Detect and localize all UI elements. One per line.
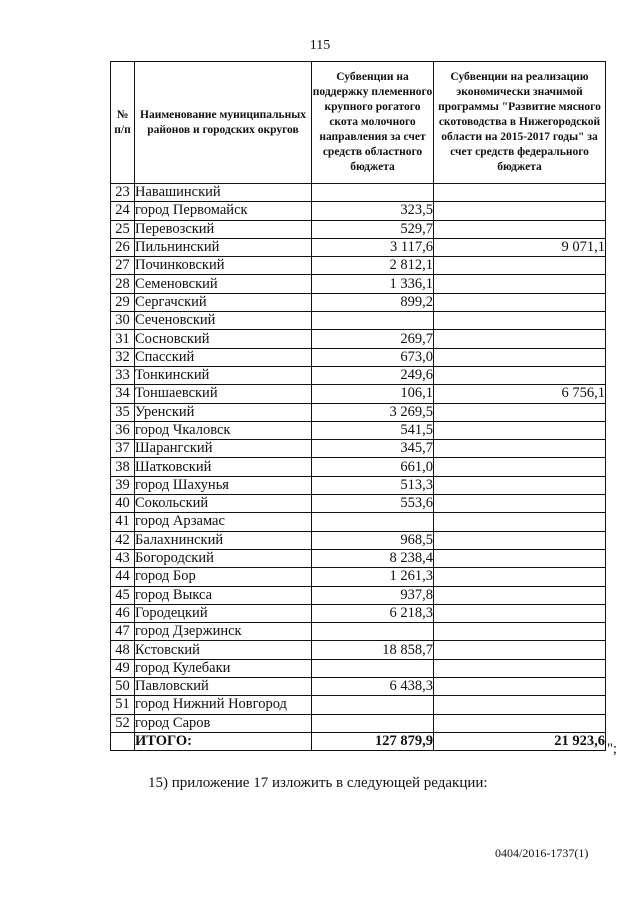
district-name: город Первомайск xyxy=(135,202,312,220)
row-number: 38 xyxy=(111,458,135,476)
district-name: Тоншаевский xyxy=(135,385,312,403)
district-name: Сеченовский xyxy=(135,312,312,330)
total-federal: 21 923,6 xyxy=(434,732,606,750)
table-row xyxy=(111,678,606,696)
table-row xyxy=(111,440,606,458)
district-name: город Арзамас xyxy=(135,513,312,531)
row-number: 39 xyxy=(111,476,135,494)
regional-value: 1 336,1 xyxy=(312,275,434,293)
closing-quote: "; xyxy=(607,741,617,757)
federal-value xyxy=(434,275,606,293)
district-name: Сергачский xyxy=(135,293,312,311)
table-row xyxy=(111,458,606,476)
regional-value xyxy=(312,184,434,202)
district-name: город Саров xyxy=(135,714,312,732)
regional-value: 269,7 xyxy=(312,330,434,348)
regional-value: 18 858,7 xyxy=(312,641,434,659)
row-number: 26 xyxy=(111,238,135,256)
federal-value xyxy=(434,312,606,330)
regional-value: 541,5 xyxy=(312,421,434,439)
regional-value: 661,0 xyxy=(312,458,434,476)
regional-value: 673,0 xyxy=(312,348,434,366)
federal-value xyxy=(434,458,606,476)
table-row xyxy=(111,184,606,202)
table-row xyxy=(111,366,606,384)
table-row xyxy=(111,659,606,677)
district-name: Перевозский xyxy=(135,220,312,238)
row-number: 42 xyxy=(111,531,135,549)
row-number: 47 xyxy=(111,623,135,641)
regional-value xyxy=(312,659,434,677)
federal-value xyxy=(434,257,606,275)
table-row xyxy=(111,476,606,494)
document-code: 0404/2016-1737(1) xyxy=(495,846,589,860)
district-name: Богородский xyxy=(135,549,312,567)
federal-value xyxy=(434,184,606,202)
regional-value: 2 812,1 xyxy=(312,257,434,275)
header-federal-budget: Субвенции на реализацию экономически значимой программы "Развитие мясного скотоводства в Нижегородской области на 2015-2017 годы" за счет средств федерального бюджета xyxy=(434,62,606,184)
district-name: город Нижний Новгород xyxy=(135,696,312,714)
regional-value xyxy=(312,623,434,641)
table-header-row xyxy=(111,62,606,184)
federal-value xyxy=(434,623,606,641)
row-number: 37 xyxy=(111,440,135,458)
regional-value: 106,1 xyxy=(312,385,434,403)
federal-value: 6 756,1 xyxy=(434,385,606,403)
district-name: город Шахунья xyxy=(135,476,312,494)
table-row xyxy=(111,604,606,622)
table-row xyxy=(111,293,606,311)
row-number: 31 xyxy=(111,330,135,348)
regional-value: 6 218,3 xyxy=(312,604,434,622)
total-label: ИТОГО: xyxy=(135,732,312,750)
table-row xyxy=(111,531,606,549)
row-number: 35 xyxy=(111,403,135,421)
table-row xyxy=(111,623,606,641)
row-number: 25 xyxy=(111,220,135,238)
regional-value: 3 269,5 xyxy=(312,403,434,421)
subsidies-table xyxy=(110,61,606,751)
district-name: Уренский xyxy=(135,403,312,421)
federal-value: 9 071,1 xyxy=(434,238,606,256)
table-row xyxy=(111,385,606,403)
district-name: Шатковский xyxy=(135,458,312,476)
row-number: 43 xyxy=(111,549,135,567)
federal-value xyxy=(434,586,606,604)
row-number: 34 xyxy=(111,385,135,403)
row-number: 23 xyxy=(111,184,135,202)
row-number: 50 xyxy=(111,678,135,696)
table-row xyxy=(111,714,606,732)
district-name: город Бор xyxy=(135,568,312,586)
federal-value xyxy=(434,366,606,384)
row-number: 32 xyxy=(111,348,135,366)
district-name: город Выкса xyxy=(135,586,312,604)
table-row xyxy=(111,696,606,714)
district-name: Спасский xyxy=(135,348,312,366)
regional-value: 249,6 xyxy=(312,366,434,384)
table-row xyxy=(111,202,606,220)
regional-value: 323,5 xyxy=(312,202,434,220)
table-row xyxy=(111,275,606,293)
regional-value: 937,8 xyxy=(312,586,434,604)
district-name: Шарангский xyxy=(135,440,312,458)
regional-value: 1 261,3 xyxy=(312,568,434,586)
federal-value xyxy=(434,568,606,586)
federal-value xyxy=(434,659,606,677)
row-number: 36 xyxy=(111,421,135,439)
federal-value xyxy=(434,476,606,494)
federal-value xyxy=(434,421,606,439)
table-row xyxy=(111,257,606,275)
district-name: Сосновский xyxy=(135,330,312,348)
table-row xyxy=(111,220,606,238)
row-number: 52 xyxy=(111,714,135,732)
federal-value xyxy=(434,513,606,531)
table-row xyxy=(111,238,606,256)
header-number: № п/п xyxy=(111,62,135,184)
district-name: Балахнинский xyxy=(135,531,312,549)
regional-value: 968,5 xyxy=(312,531,434,549)
regional-value: 513,3 xyxy=(312,476,434,494)
row-number: 46 xyxy=(111,604,135,622)
district-name: Навашинский xyxy=(135,184,312,202)
row-number: 33 xyxy=(111,366,135,384)
row-number: 29 xyxy=(111,293,135,311)
district-name: город Дзержинск xyxy=(135,623,312,641)
district-name: Павловский xyxy=(135,678,312,696)
federal-value xyxy=(434,495,606,513)
district-name: Сокольский xyxy=(135,495,312,513)
federal-value xyxy=(434,531,606,549)
row-number: 41 xyxy=(111,513,135,531)
federal-value xyxy=(434,678,606,696)
federal-value xyxy=(434,696,606,714)
federal-value xyxy=(434,440,606,458)
regional-value: 553,6 xyxy=(312,495,434,513)
table-row xyxy=(111,403,606,421)
regional-value xyxy=(312,513,434,531)
table-row xyxy=(111,330,606,348)
table-row xyxy=(111,513,606,531)
regional-value: 3 117,6 xyxy=(312,238,434,256)
row-number: 44 xyxy=(111,568,135,586)
row-number: 48 xyxy=(111,641,135,659)
regional-value: 899,2 xyxy=(312,293,434,311)
regional-value xyxy=(312,696,434,714)
total-row xyxy=(111,732,606,750)
table-row xyxy=(111,495,606,513)
district-name: Пильнинский xyxy=(135,238,312,256)
federal-value xyxy=(434,220,606,238)
header-name: Наименование муниципальных районов и городских округов xyxy=(135,62,312,184)
table-body xyxy=(111,184,606,751)
row-number: 28 xyxy=(111,275,135,293)
table-row xyxy=(111,421,606,439)
district-name: Городецкий xyxy=(135,604,312,622)
federal-value xyxy=(434,641,606,659)
table-row xyxy=(111,549,606,567)
row-number: 40 xyxy=(111,495,135,513)
table-row xyxy=(111,348,606,366)
federal-value xyxy=(434,403,606,421)
regional-value: 6 438,3 xyxy=(312,678,434,696)
total-number-cell xyxy=(111,732,135,750)
regional-value xyxy=(312,312,434,330)
district-name: Кстовский xyxy=(135,641,312,659)
federal-value xyxy=(434,293,606,311)
regional-value: 8 238,4 xyxy=(312,549,434,567)
table-row xyxy=(111,568,606,586)
row-number: 30 xyxy=(111,312,135,330)
instruction-text: 15) приложение 17 изложить в следующей редакции: xyxy=(148,775,488,791)
federal-value xyxy=(434,348,606,366)
district-name: Тонкинский xyxy=(135,366,312,384)
regional-value: 529,7 xyxy=(312,220,434,238)
federal-value xyxy=(434,330,606,348)
federal-value xyxy=(434,604,606,622)
total-regional: 127 879,9 xyxy=(312,732,434,750)
table-row xyxy=(111,641,606,659)
page-number: 115 xyxy=(309,38,331,53)
district-name: город Кулебаки xyxy=(135,659,312,677)
regional-value xyxy=(312,714,434,732)
row-number: 27 xyxy=(111,257,135,275)
federal-value xyxy=(434,202,606,220)
regional-value: 345,7 xyxy=(312,440,434,458)
row-number: 51 xyxy=(111,696,135,714)
row-number: 24 xyxy=(111,202,135,220)
district-name: Починковский xyxy=(135,257,312,275)
row-number: 49 xyxy=(111,659,135,677)
district-name: Семеновский xyxy=(135,275,312,293)
row-number: 45 xyxy=(111,586,135,604)
header-regional-budget: Субвенции на поддержку племенного крупного рогатого скота молочного направления за счет средств областного бюджета xyxy=(312,62,434,184)
federal-value xyxy=(434,549,606,567)
federal-value xyxy=(434,714,606,732)
table-row xyxy=(111,312,606,330)
district-name: город Чкаловск xyxy=(135,421,312,439)
table-row xyxy=(111,586,606,604)
